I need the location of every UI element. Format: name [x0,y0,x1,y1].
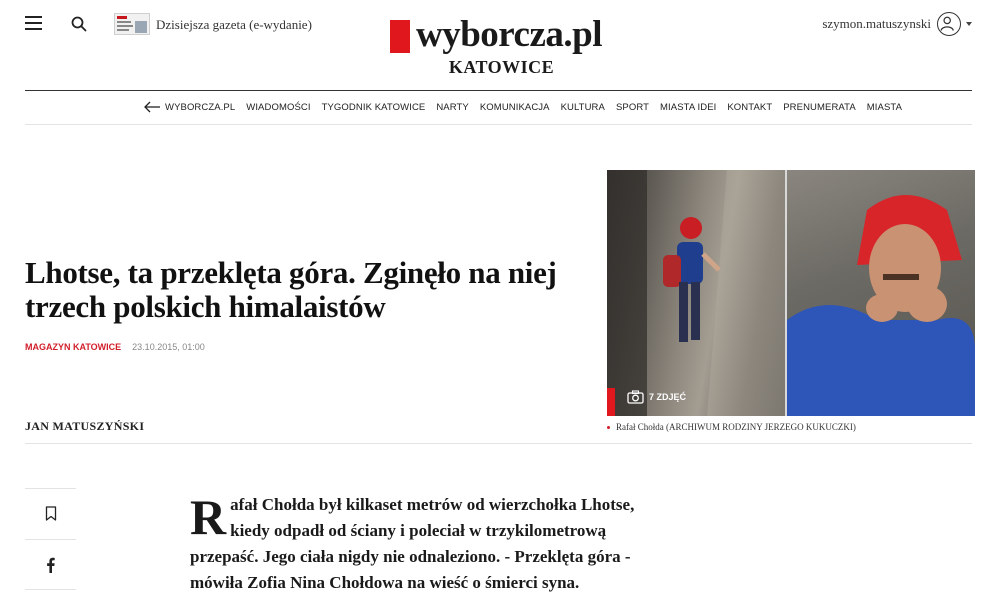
section-label[interactable]: MAGAZYN KATOWICE [25,342,122,352]
facebook-share-button[interactable] [25,539,76,589]
photo-climber-portrait [787,170,975,416]
article-title: Lhotse, ta przeklęta góra. Zginęło na niej trzech polskich himalaistów [25,255,557,324]
site-logo[interactable] [390,14,602,54]
caption-bullet [607,426,610,429]
nav-item-narty[interactable]: NARTY [436,101,469,113]
bookmark-button[interactable] [25,488,76,538]
photo-caption-text: Rafał Chołda (ARCHIWUM RODZINY JERZEGO KUKUCZKI) [616,422,856,432]
article-meta [25,342,205,352]
nav-item-miasta-idei[interactable]: MIASTA IDEI [660,101,717,113]
arrow-left-icon[interactable] [143,100,161,114]
city-edition-title: KATOWICE [448,57,555,77]
photo-red-marker [607,388,615,416]
nav-item-komunikacja[interactable]: KOMUNIKACJA [479,101,550,113]
nav-item-sport[interactable]: SPORT [615,101,650,113]
lead-text: afał Chołda był kilkaset metrów od wierzchołka Lhotse, kiedy odpadł od ściany i poleciał w trzykilometrową przepaść. Jego ciała nigdy nie odnaleziono. - Przeklęta góra - mówiła Zofia Nina Chołdowa na wieść o śmierci syna. [190,495,635,592]
nav-item-tygodnik[interactable]: TYGODNIK KATOWICE [321,101,426,113]
article-photo[interactable] [607,170,975,416]
camera-icon [627,390,644,404]
nav-divider [25,124,972,125]
chevron-down-icon [966,22,972,26]
section-nav [143,100,913,114]
article-head-divider [25,443,972,444]
newspaper-thumbnail[interactable] [114,13,150,35]
nav-item-wyborcza[interactable]: WYBORCZA.PL [165,101,236,113]
gallery-count: 7 ZDJĘĆ [649,392,687,402]
facebook-icon [46,557,55,573]
gallery-count-button[interactable] [627,390,686,404]
photo-caption [607,422,856,432]
nav-item-wiadomosci[interactable]: WIADOMOŚCI [246,101,311,113]
bookmark-icon [45,506,57,521]
user-icon [937,12,961,36]
logo-square [390,20,410,53]
nav-item-miasta[interactable]: MIASTA [866,101,903,113]
photo-climber-wall [607,170,785,416]
todays-paper-link[interactable]: Dzisiejsza gazeta (e-wydanie) [156,17,312,32]
user-name: szymon.matuszynski [822,16,931,31]
article-lead [190,489,640,595]
publish-date: 23.10.2015, 01:00 [132,342,205,352]
author-name[interactable]: JAN MATUSZYŃSKI [25,419,145,433]
hamburger-icon[interactable] [25,16,42,30]
search-icon[interactable] [71,16,87,32]
user-menu[interactable] [822,12,972,36]
lead-dropcap: R [190,489,227,545]
header-divider [25,90,972,91]
nav-item-prenumerata[interactable]: PRENUMERATA [783,101,856,113]
logo-text: wyborcza.pl [416,13,603,55]
nav-item-kultura[interactable]: KULTURA [560,101,605,113]
side-divider [25,589,76,590]
nav-item-kontakt[interactable]: KONTAKT [727,101,773,113]
